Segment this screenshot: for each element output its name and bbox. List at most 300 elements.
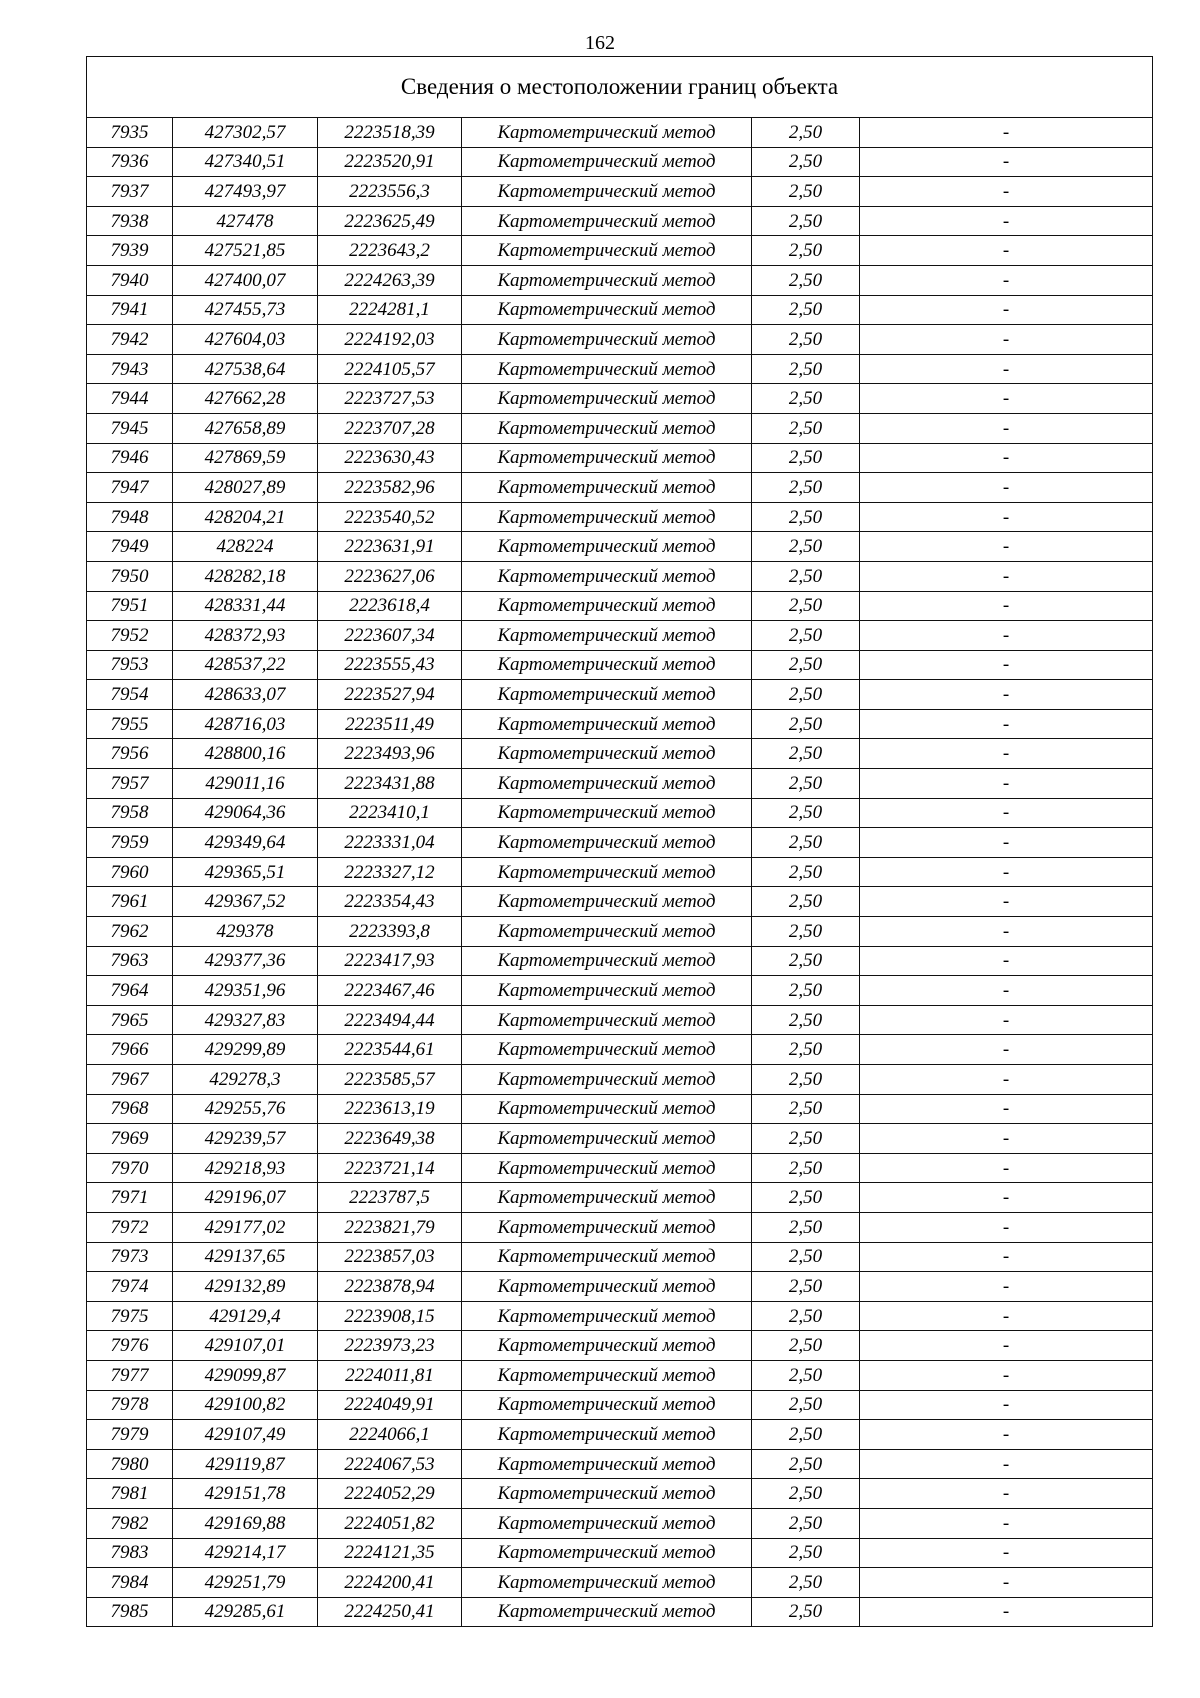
- method-cell: Картометрический метод: [462, 1094, 752, 1124]
- y-coordinate-cell: 2224051,82: [318, 1508, 462, 1538]
- point-number-cell: 7960: [87, 857, 173, 887]
- table-row: [87, 621, 1153, 651]
- method-cell: Картометрический метод: [462, 265, 752, 295]
- x-coordinate-cell: 427604,03: [173, 325, 318, 355]
- point-number-cell: 7958: [87, 798, 173, 828]
- accuracy-cell: 2,50: [752, 1212, 860, 1242]
- accuracy-cell: 2,50: [752, 236, 860, 266]
- x-coordinate-cell: 429011,16: [173, 769, 318, 799]
- accuracy-cell: 2,50: [752, 1272, 860, 1302]
- x-coordinate-cell: 428331,44: [173, 591, 318, 621]
- point-number-cell: 7978: [87, 1390, 173, 1420]
- accuracy-cell: 2,50: [752, 295, 860, 325]
- y-coordinate-cell: 2223327,12: [318, 857, 462, 887]
- x-coordinate-cell: 429218,93: [173, 1153, 318, 1183]
- table-row: [87, 1360, 1153, 1390]
- x-coordinate-cell: 429378: [173, 917, 318, 947]
- accuracy-cell: 2,50: [752, 976, 860, 1006]
- table-row: [87, 206, 1153, 236]
- y-coordinate-cell: 2223410,1: [318, 798, 462, 828]
- x-coordinate-cell: 428633,07: [173, 680, 318, 710]
- y-coordinate-cell: 2224192,03: [318, 325, 462, 355]
- method-cell: Картометрический метод: [462, 1272, 752, 1302]
- table-row: [87, 1065, 1153, 1095]
- method-cell: Картометрический метод: [462, 473, 752, 503]
- table-row: [87, 118, 1153, 148]
- point-number-cell: 7977: [87, 1360, 173, 1390]
- description-cell: -: [860, 798, 1153, 828]
- description-cell: -: [860, 739, 1153, 769]
- x-coordinate-cell: 427340,51: [173, 147, 318, 177]
- accuracy-cell: 2,50: [752, 621, 860, 651]
- method-cell: Картометрический метод: [462, 1479, 752, 1509]
- accuracy-cell: 2,50: [752, 413, 860, 443]
- table-row: [87, 1272, 1153, 1302]
- method-cell: Картометрический метод: [462, 709, 752, 739]
- y-coordinate-cell: 2223625,49: [318, 206, 462, 236]
- table-row: [87, 1153, 1153, 1183]
- description-cell: -: [860, 621, 1153, 651]
- point-number-cell: 7983: [87, 1538, 173, 1568]
- accuracy-cell: 2,50: [752, 502, 860, 532]
- accuracy-cell: 2,50: [752, 1331, 860, 1361]
- y-coordinate-cell: 2223908,15: [318, 1301, 462, 1331]
- description-cell: -: [860, 1301, 1153, 1331]
- x-coordinate-cell: 427521,85: [173, 236, 318, 266]
- method-cell: Картометрический метод: [462, 236, 752, 266]
- accuracy-cell: 2,50: [752, 206, 860, 236]
- accuracy-cell: 2,50: [752, 354, 860, 384]
- table-row: [87, 1183, 1153, 1213]
- point-number-cell: 7949: [87, 532, 173, 562]
- description-cell: -: [860, 828, 1153, 858]
- x-coordinate-cell: 429100,82: [173, 1390, 318, 1420]
- y-coordinate-cell: 2224105,57: [318, 354, 462, 384]
- description-cell: -: [860, 1094, 1153, 1124]
- point-number-cell: 7985: [87, 1597, 173, 1627]
- table-row: [87, 1035, 1153, 1065]
- y-coordinate-cell: 2223393,8: [318, 917, 462, 947]
- point-number-cell: 7955: [87, 709, 173, 739]
- accuracy-cell: 2,50: [752, 443, 860, 473]
- accuracy-cell: 2,50: [752, 1301, 860, 1331]
- y-coordinate-cell: 2224200,41: [318, 1568, 462, 1598]
- point-number-cell: 7947: [87, 473, 173, 503]
- y-coordinate-cell: 2223417,93: [318, 946, 462, 976]
- accuracy-cell: 2,50: [752, 1479, 860, 1509]
- x-coordinate-cell: 429327,83: [173, 1005, 318, 1035]
- table-row: [87, 946, 1153, 976]
- point-number-cell: 7945: [87, 413, 173, 443]
- x-coordinate-cell: 429129,4: [173, 1301, 318, 1331]
- y-coordinate-cell: 2224049,91: [318, 1390, 462, 1420]
- method-cell: Картометрический метод: [462, 1183, 752, 1213]
- x-coordinate-cell: 427302,57: [173, 118, 318, 148]
- y-coordinate-cell: 2223511,49: [318, 709, 462, 739]
- x-coordinate-cell: 429107,49: [173, 1420, 318, 1450]
- description-cell: -: [860, 532, 1153, 562]
- y-coordinate-cell: 2224052,29: [318, 1479, 462, 1509]
- y-coordinate-cell: 2223973,23: [318, 1331, 462, 1361]
- method-cell: Картометрический метод: [462, 798, 752, 828]
- point-number-cell: 7942: [87, 325, 173, 355]
- method-cell: Картометрический метод: [462, 118, 752, 148]
- accuracy-cell: 2,50: [752, 1360, 860, 1390]
- y-coordinate-cell: 2223518,39: [318, 118, 462, 148]
- y-coordinate-cell: 2224121,35: [318, 1538, 462, 1568]
- x-coordinate-cell: 428716,03: [173, 709, 318, 739]
- y-coordinate-cell: 2223878,94: [318, 1272, 462, 1302]
- point-number-cell: 7980: [87, 1449, 173, 1479]
- table-row: [87, 1449, 1153, 1479]
- accuracy-cell: 2,50: [752, 561, 860, 591]
- point-number-cell: 7954: [87, 680, 173, 710]
- accuracy-cell: 2,50: [752, 769, 860, 799]
- method-cell: Картометрический метод: [462, 1153, 752, 1183]
- method-cell: Картометрический метод: [462, 650, 752, 680]
- method-cell: Картометрический метод: [462, 1005, 752, 1035]
- x-coordinate-cell: 429251,79: [173, 1568, 318, 1598]
- accuracy-cell: 2,50: [752, 1153, 860, 1183]
- table-row: [87, 650, 1153, 680]
- y-coordinate-cell: 2223649,38: [318, 1124, 462, 1154]
- method-cell: Картометрический метод: [462, 354, 752, 384]
- method-cell: Картометрический метод: [462, 206, 752, 236]
- x-coordinate-cell: 428800,16: [173, 739, 318, 769]
- table-row: [87, 857, 1153, 887]
- accuracy-cell: 2,50: [752, 265, 860, 295]
- method-cell: Картометрический метод: [462, 1538, 752, 1568]
- x-coordinate-cell: 429239,57: [173, 1124, 318, 1154]
- table-row: [87, 473, 1153, 503]
- table-row: [87, 1005, 1153, 1035]
- method-cell: Картометрический метод: [462, 857, 752, 887]
- description-cell: -: [860, 1065, 1153, 1095]
- point-number-cell: 7944: [87, 384, 173, 414]
- point-number-cell: 7968: [87, 1094, 173, 1124]
- table-row: [87, 443, 1153, 473]
- description-cell: -: [860, 1597, 1153, 1627]
- x-coordinate-cell: 429107,01: [173, 1331, 318, 1361]
- point-number-cell: 7939: [87, 236, 173, 266]
- description-cell: -: [860, 1508, 1153, 1538]
- method-cell: Картометрический метод: [462, 177, 752, 207]
- table-row: [87, 1094, 1153, 1124]
- accuracy-cell: 2,50: [752, 177, 860, 207]
- description-cell: -: [860, 1153, 1153, 1183]
- description-cell: -: [860, 1538, 1153, 1568]
- method-cell: Картометрический метод: [462, 769, 752, 799]
- x-coordinate-cell: 428204,21: [173, 502, 318, 532]
- point-number-cell: 7962: [87, 917, 173, 947]
- table-row: [87, 1597, 1153, 1627]
- accuracy-cell: 2,50: [752, 1183, 860, 1213]
- description-cell: -: [860, 1568, 1153, 1598]
- description-cell: -: [860, 591, 1153, 621]
- x-coordinate-cell: 429255,76: [173, 1094, 318, 1124]
- method-cell: Картометрический метод: [462, 976, 752, 1006]
- accuracy-cell: 2,50: [752, 325, 860, 355]
- point-number-cell: 7948: [87, 502, 173, 532]
- x-coordinate-cell: 429099,87: [173, 1360, 318, 1390]
- x-coordinate-cell: 429196,07: [173, 1183, 318, 1213]
- accuracy-cell: 2,50: [752, 798, 860, 828]
- x-coordinate-cell: 429137,65: [173, 1242, 318, 1272]
- description-cell: -: [860, 680, 1153, 710]
- x-coordinate-cell: 428372,93: [173, 621, 318, 651]
- x-coordinate-cell: 429377,36: [173, 946, 318, 976]
- table-row: [87, 147, 1153, 177]
- point-number-cell: 7957: [87, 769, 173, 799]
- y-coordinate-cell: 2223331,04: [318, 828, 462, 858]
- accuracy-cell: 2,50: [752, 1065, 860, 1095]
- table-row: [87, 769, 1153, 799]
- method-cell: Картометрический метод: [462, 1568, 752, 1598]
- y-coordinate-cell: 2223787,5: [318, 1183, 462, 1213]
- table-row: [87, 1479, 1153, 1509]
- table-row: [87, 828, 1153, 858]
- y-coordinate-cell: 2223618,4: [318, 591, 462, 621]
- table-row: [87, 1538, 1153, 1568]
- y-coordinate-cell: 2223607,34: [318, 621, 462, 651]
- table-title: Сведения о местоположении границ объекта: [87, 57, 1153, 118]
- description-cell: -: [860, 265, 1153, 295]
- table-row: [87, 1420, 1153, 1450]
- point-number-cell: 7950: [87, 561, 173, 591]
- accuracy-cell: 2,50: [752, 887, 860, 917]
- point-number-cell: 7959: [87, 828, 173, 858]
- table-row: [87, 384, 1153, 414]
- point-number-cell: 7970: [87, 1153, 173, 1183]
- description-cell: -: [860, 384, 1153, 414]
- method-cell: Картометрический метод: [462, 561, 752, 591]
- x-coordinate-cell: 428537,22: [173, 650, 318, 680]
- method-cell: Картометрический метод: [462, 739, 752, 769]
- description-cell: -: [860, 1212, 1153, 1242]
- y-coordinate-cell: 2223643,2: [318, 236, 462, 266]
- accuracy-cell: 2,50: [752, 739, 860, 769]
- x-coordinate-cell: 427538,64: [173, 354, 318, 384]
- description-cell: -: [860, 1183, 1153, 1213]
- table-row: [87, 265, 1153, 295]
- table-row: [87, 354, 1153, 384]
- x-coordinate-cell: 429132,89: [173, 1272, 318, 1302]
- method-cell: Картометрический метод: [462, 1449, 752, 1479]
- table-body: [87, 118, 1153, 1627]
- point-number-cell: 7963: [87, 946, 173, 976]
- point-number-cell: 7971: [87, 1183, 173, 1213]
- x-coordinate-cell: 427493,97: [173, 177, 318, 207]
- description-cell: -: [860, 325, 1153, 355]
- table-row: [87, 1301, 1153, 1331]
- y-coordinate-cell: 2224281,1: [318, 295, 462, 325]
- y-coordinate-cell: 2223544,61: [318, 1035, 462, 1065]
- y-coordinate-cell: 2223354,43: [318, 887, 462, 917]
- x-coordinate-cell: 428027,89: [173, 473, 318, 503]
- method-cell: Картометрический метод: [462, 325, 752, 355]
- description-cell: -: [860, 177, 1153, 207]
- point-number-cell: 7946: [87, 443, 173, 473]
- accuracy-cell: 2,50: [752, 828, 860, 858]
- method-cell: Картометрический метод: [462, 1420, 752, 1450]
- accuracy-cell: 2,50: [752, 917, 860, 947]
- method-cell: Картометрический метод: [462, 295, 752, 325]
- accuracy-cell: 2,50: [752, 118, 860, 148]
- description-cell: -: [860, 1124, 1153, 1154]
- table-row: [87, 976, 1153, 1006]
- x-coordinate-cell: 429299,89: [173, 1035, 318, 1065]
- accuracy-cell: 2,50: [752, 1449, 860, 1479]
- description-cell: -: [860, 561, 1153, 591]
- point-number-cell: 7965: [87, 1005, 173, 1035]
- method-cell: Картометрический метод: [462, 591, 752, 621]
- point-number-cell: 7952: [87, 621, 173, 651]
- accuracy-cell: 2,50: [752, 709, 860, 739]
- accuracy-cell: 2,50: [752, 147, 860, 177]
- y-coordinate-cell: 2223707,28: [318, 413, 462, 443]
- table-row: [87, 1242, 1153, 1272]
- accuracy-cell: 2,50: [752, 946, 860, 976]
- point-number-cell: 7974: [87, 1272, 173, 1302]
- method-cell: Картометрический метод: [462, 946, 752, 976]
- description-cell: -: [860, 1331, 1153, 1361]
- description-cell: -: [860, 857, 1153, 887]
- point-number-cell: 7976: [87, 1331, 173, 1361]
- x-coordinate-cell: 428282,18: [173, 561, 318, 591]
- point-number-cell: 7975: [87, 1301, 173, 1331]
- x-coordinate-cell: 427658,89: [173, 413, 318, 443]
- table-row: [87, 502, 1153, 532]
- accuracy-cell: 2,50: [752, 1005, 860, 1035]
- table-row: [87, 295, 1153, 325]
- y-coordinate-cell: 2223527,94: [318, 680, 462, 710]
- point-number-cell: 7979: [87, 1420, 173, 1450]
- x-coordinate-cell: 429214,17: [173, 1538, 318, 1568]
- method-cell: Картометрический метод: [462, 1597, 752, 1627]
- point-number-cell: 7984: [87, 1568, 173, 1598]
- x-coordinate-cell: 427869,59: [173, 443, 318, 473]
- method-cell: Картометрический метод: [462, 917, 752, 947]
- point-number-cell: 7937: [87, 177, 173, 207]
- method-cell: Картометрический метод: [462, 621, 752, 651]
- method-cell: Картометрический метод: [462, 413, 752, 443]
- y-coordinate-cell: 2223821,79: [318, 1212, 462, 1242]
- point-number-cell: 7964: [87, 976, 173, 1006]
- method-cell: Картометрический метод: [462, 1065, 752, 1095]
- point-number-cell: 7972: [87, 1212, 173, 1242]
- table-row: [87, 917, 1153, 947]
- description-cell: -: [860, 118, 1153, 148]
- point-number-cell: 7969: [87, 1124, 173, 1154]
- table-row: [87, 177, 1153, 207]
- table-row: [87, 887, 1153, 917]
- description-cell: -: [860, 206, 1153, 236]
- y-coordinate-cell: 2224066,1: [318, 1420, 462, 1450]
- description-cell: -: [860, 1420, 1153, 1450]
- method-cell: Картометрический метод: [462, 1242, 752, 1272]
- table-row: [87, 1508, 1153, 1538]
- y-coordinate-cell: 2223585,57: [318, 1065, 462, 1095]
- x-coordinate-cell: 429349,64: [173, 828, 318, 858]
- description-cell: -: [860, 502, 1153, 532]
- x-coordinate-cell: 429351,96: [173, 976, 318, 1006]
- y-coordinate-cell: 2223613,19: [318, 1094, 462, 1124]
- method-cell: Картометрический метод: [462, 1035, 752, 1065]
- method-cell: Картометрический метод: [462, 1508, 752, 1538]
- description-cell: -: [860, 473, 1153, 503]
- description-cell: -: [860, 147, 1153, 177]
- y-coordinate-cell: 2223467,46: [318, 976, 462, 1006]
- method-cell: Картометрический метод: [462, 502, 752, 532]
- description-cell: -: [860, 917, 1153, 947]
- accuracy-cell: 2,50: [752, 857, 860, 887]
- accuracy-cell: 2,50: [752, 1538, 860, 1568]
- point-number-cell: 7956: [87, 739, 173, 769]
- method-cell: Картометрический метод: [462, 1360, 752, 1390]
- point-number-cell: 7938: [87, 206, 173, 236]
- method-cell: Картометрический метод: [462, 828, 752, 858]
- point-number-cell: 7936: [87, 147, 173, 177]
- accuracy-cell: 2,50: [752, 650, 860, 680]
- point-number-cell: 7961: [87, 887, 173, 917]
- boundary-coordinates-table: [86, 56, 1153, 1627]
- table-row: [87, 1212, 1153, 1242]
- point-number-cell: 7982: [87, 1508, 173, 1538]
- point-number-cell: 7981: [87, 1479, 173, 1509]
- table-row: [87, 325, 1153, 355]
- table-title-row: [87, 57, 1153, 118]
- accuracy-cell: 2,50: [752, 384, 860, 414]
- accuracy-cell: 2,50: [752, 473, 860, 503]
- accuracy-cell: 2,50: [752, 1508, 860, 1538]
- point-number-cell: 7966: [87, 1035, 173, 1065]
- y-coordinate-cell: 2224263,39: [318, 265, 462, 295]
- y-coordinate-cell: 2223727,53: [318, 384, 462, 414]
- table-row: [87, 1390, 1153, 1420]
- method-cell: Картометрический метод: [462, 1124, 752, 1154]
- y-coordinate-cell: 2223494,44: [318, 1005, 462, 1035]
- accuracy-cell: 2,50: [752, 1597, 860, 1627]
- description-cell: -: [860, 650, 1153, 680]
- x-coordinate-cell: 427400,07: [173, 265, 318, 295]
- y-coordinate-cell: 2223556,3: [318, 177, 462, 207]
- point-number-cell: 7951: [87, 591, 173, 621]
- table-row: [87, 236, 1153, 266]
- description-cell: -: [860, 769, 1153, 799]
- y-coordinate-cell: 2223582,96: [318, 473, 462, 503]
- accuracy-cell: 2,50: [752, 1035, 860, 1065]
- x-coordinate-cell: 429365,51: [173, 857, 318, 887]
- method-cell: Картометрический метод: [462, 147, 752, 177]
- x-coordinate-cell: 429119,87: [173, 1449, 318, 1479]
- description-cell: -: [860, 1449, 1153, 1479]
- description-cell: -: [860, 1360, 1153, 1390]
- y-coordinate-cell: 2223631,91: [318, 532, 462, 562]
- description-cell: -: [860, 236, 1153, 266]
- point-number-cell: 7973: [87, 1242, 173, 1272]
- accuracy-cell: 2,50: [752, 591, 860, 621]
- description-cell: -: [860, 1242, 1153, 1272]
- accuracy-cell: 2,50: [752, 1242, 860, 1272]
- method-cell: Картометрический метод: [462, 1331, 752, 1361]
- description-cell: -: [860, 1390, 1153, 1420]
- method-cell: Картометрический метод: [462, 384, 752, 414]
- table-row: [87, 1124, 1153, 1154]
- accuracy-cell: 2,50: [752, 1390, 860, 1420]
- point-number-cell: 7967: [87, 1065, 173, 1095]
- accuracy-cell: 2,50: [752, 1420, 860, 1450]
- point-number-cell: 7940: [87, 265, 173, 295]
